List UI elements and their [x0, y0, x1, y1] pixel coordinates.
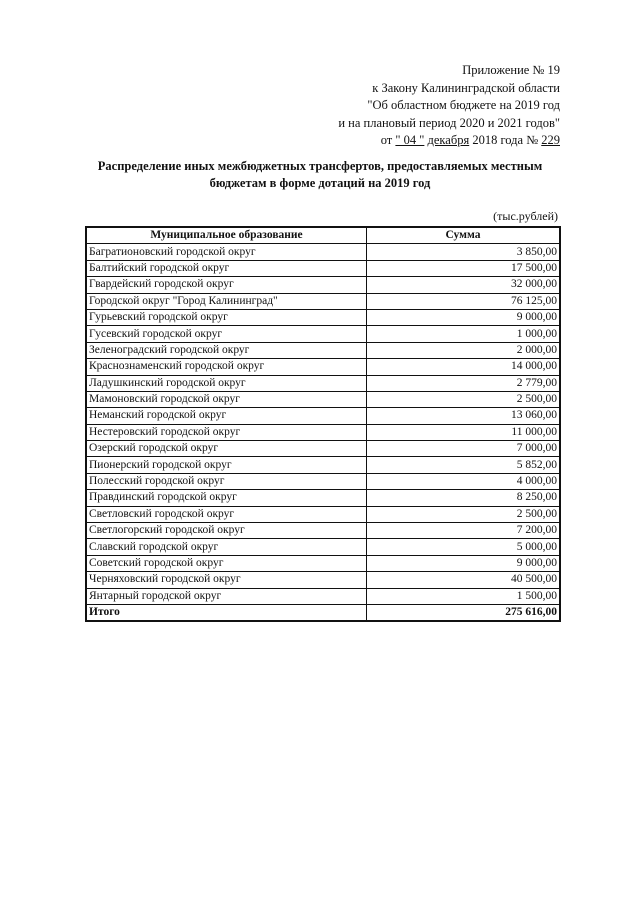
- municipality-name: Ладушкинский городской округ: [86, 375, 367, 391]
- appendix-law-number: 229: [541, 133, 560, 147]
- municipality-sum: 2 779,00: [367, 375, 561, 391]
- table-row: [86, 342, 560, 358]
- municipality-name: Балтийский городской округ: [86, 260, 367, 276]
- municipality-name: Гурьевский городской округ: [86, 309, 367, 325]
- table-row: [86, 391, 560, 407]
- municipality-name: Янтарный городской округ: [86, 588, 367, 604]
- table-row: [86, 326, 560, 342]
- municipality-name: Неманский городской округ: [86, 408, 367, 424]
- table-row: [86, 490, 560, 506]
- municipality-name: Озерский городской округ: [86, 441, 367, 457]
- appendix-date: [338, 132, 560, 150]
- municipality-sum: 2 500,00: [367, 391, 561, 407]
- table-header-row: [86, 227, 560, 244]
- table-row: [86, 293, 560, 309]
- municipality-name: Мамоновский городской округ: [86, 391, 367, 407]
- appendix-number: Приложение № 19: [462, 63, 560, 77]
- municipality-name: Зеленоградский городской округ: [86, 342, 367, 358]
- municipality-sum: 8 250,00: [367, 490, 561, 506]
- appendix-date-day: " 04 ": [395, 133, 425, 147]
- municipality-sum: 32 000,00: [367, 277, 561, 293]
- table-row: [86, 572, 560, 588]
- municipality-sum: 7 000,00: [367, 441, 561, 457]
- header-municipality: Муниципальное образование: [86, 227, 367, 244]
- municipality-name: Гусевский городской округ: [86, 326, 367, 342]
- appendix-date-month: декабря: [427, 133, 470, 147]
- municipality-sum: 7 200,00: [367, 523, 561, 539]
- transfers-table: [85, 226, 561, 622]
- appendix-header: [338, 62, 560, 150]
- municipality-sum: 9 000,00: [367, 309, 561, 325]
- appendix-law-title: "Об областном бюджете на 2019 год: [367, 98, 560, 112]
- municipality-name: Багратионовский городской округ: [86, 244, 367, 260]
- table-row: [86, 309, 560, 325]
- document-title-line2: бюджетам в форме дотаций на 2019 год: [209, 176, 431, 190]
- appendix-date-year: 2018 года №: [469, 133, 542, 147]
- table-total-row: [86, 604, 560, 621]
- municipality-sum: 2 500,00: [367, 506, 561, 522]
- table-row: [86, 408, 560, 424]
- unit-label: (тыс.рублей): [493, 209, 558, 223]
- municipality-name: Гвардейский городской округ: [86, 277, 367, 293]
- municipality-name: Черняховский городской округ: [86, 572, 367, 588]
- appendix-law: к Закону Калининградской области: [372, 80, 560, 95]
- total-sum: 275 616,00: [367, 604, 561, 621]
- municipality-sum: 4 000,00: [367, 473, 561, 489]
- header-sum: Сумма: [367, 227, 561, 244]
- municipality-sum: 13 060,00: [367, 408, 561, 424]
- table-row: [86, 539, 560, 555]
- municipality-name: Советский городской округ: [86, 555, 367, 571]
- document-title: [60, 158, 580, 192]
- municipality-name: Светловский городской округ: [86, 506, 367, 522]
- municipality-sum: 1 500,00: [367, 588, 561, 604]
- municipality-sum: 2 000,00: [367, 342, 561, 358]
- table-row: [86, 424, 560, 440]
- table-row: [86, 506, 560, 522]
- municipality-sum: 5 000,00: [367, 539, 561, 555]
- table-row: [86, 555, 560, 571]
- municipality-name: Пионерский городской округ: [86, 457, 367, 473]
- document-title-line1: Распределение иных межбюджетных трансфертов, предоставляемых местным: [97, 159, 543, 173]
- municipality-name: Светлогорский городской округ: [86, 523, 367, 539]
- table-row: [86, 277, 560, 293]
- municipality-name: Городской округ "Город Калининград": [86, 293, 367, 309]
- municipality-sum: 11 000,00: [367, 424, 561, 440]
- municipality-name: Нестеровский городской округ: [86, 424, 367, 440]
- table-body: [86, 244, 560, 605]
- municipality-sum: 9 000,00: [367, 555, 561, 571]
- municipality-sum: 40 500,00: [367, 572, 561, 588]
- table-row: [86, 375, 560, 391]
- municipality-name: Славский городской округ: [86, 539, 367, 555]
- municipality-sum: 5 852,00: [367, 457, 561, 473]
- table-row: [86, 588, 560, 604]
- table-row: [86, 457, 560, 473]
- table-row: [86, 260, 560, 276]
- appendix-law-period: и на плановый период 2020 и 2021 годов": [338, 115, 560, 130]
- municipality-sum: 17 500,00: [367, 260, 561, 276]
- table-row: [86, 441, 560, 457]
- appendix-date-prefix: от: [380, 133, 396, 147]
- municipality-sum: 14 000,00: [367, 359, 561, 375]
- municipality-sum: 76 125,00: [367, 293, 561, 309]
- total-label: Итого: [86, 604, 367, 621]
- municipality-sum: 3 850,00: [367, 244, 561, 260]
- table-row: [86, 244, 560, 260]
- table-row: [86, 523, 560, 539]
- table-row: [86, 359, 560, 375]
- municipality-name: Полесский городской округ: [86, 473, 367, 489]
- municipality-name: Краснознаменский городской округ: [86, 359, 367, 375]
- municipality-name: Правдинский городской округ: [86, 490, 367, 506]
- table-row: [86, 473, 560, 489]
- municipality-sum: 1 000,00: [367, 326, 561, 342]
